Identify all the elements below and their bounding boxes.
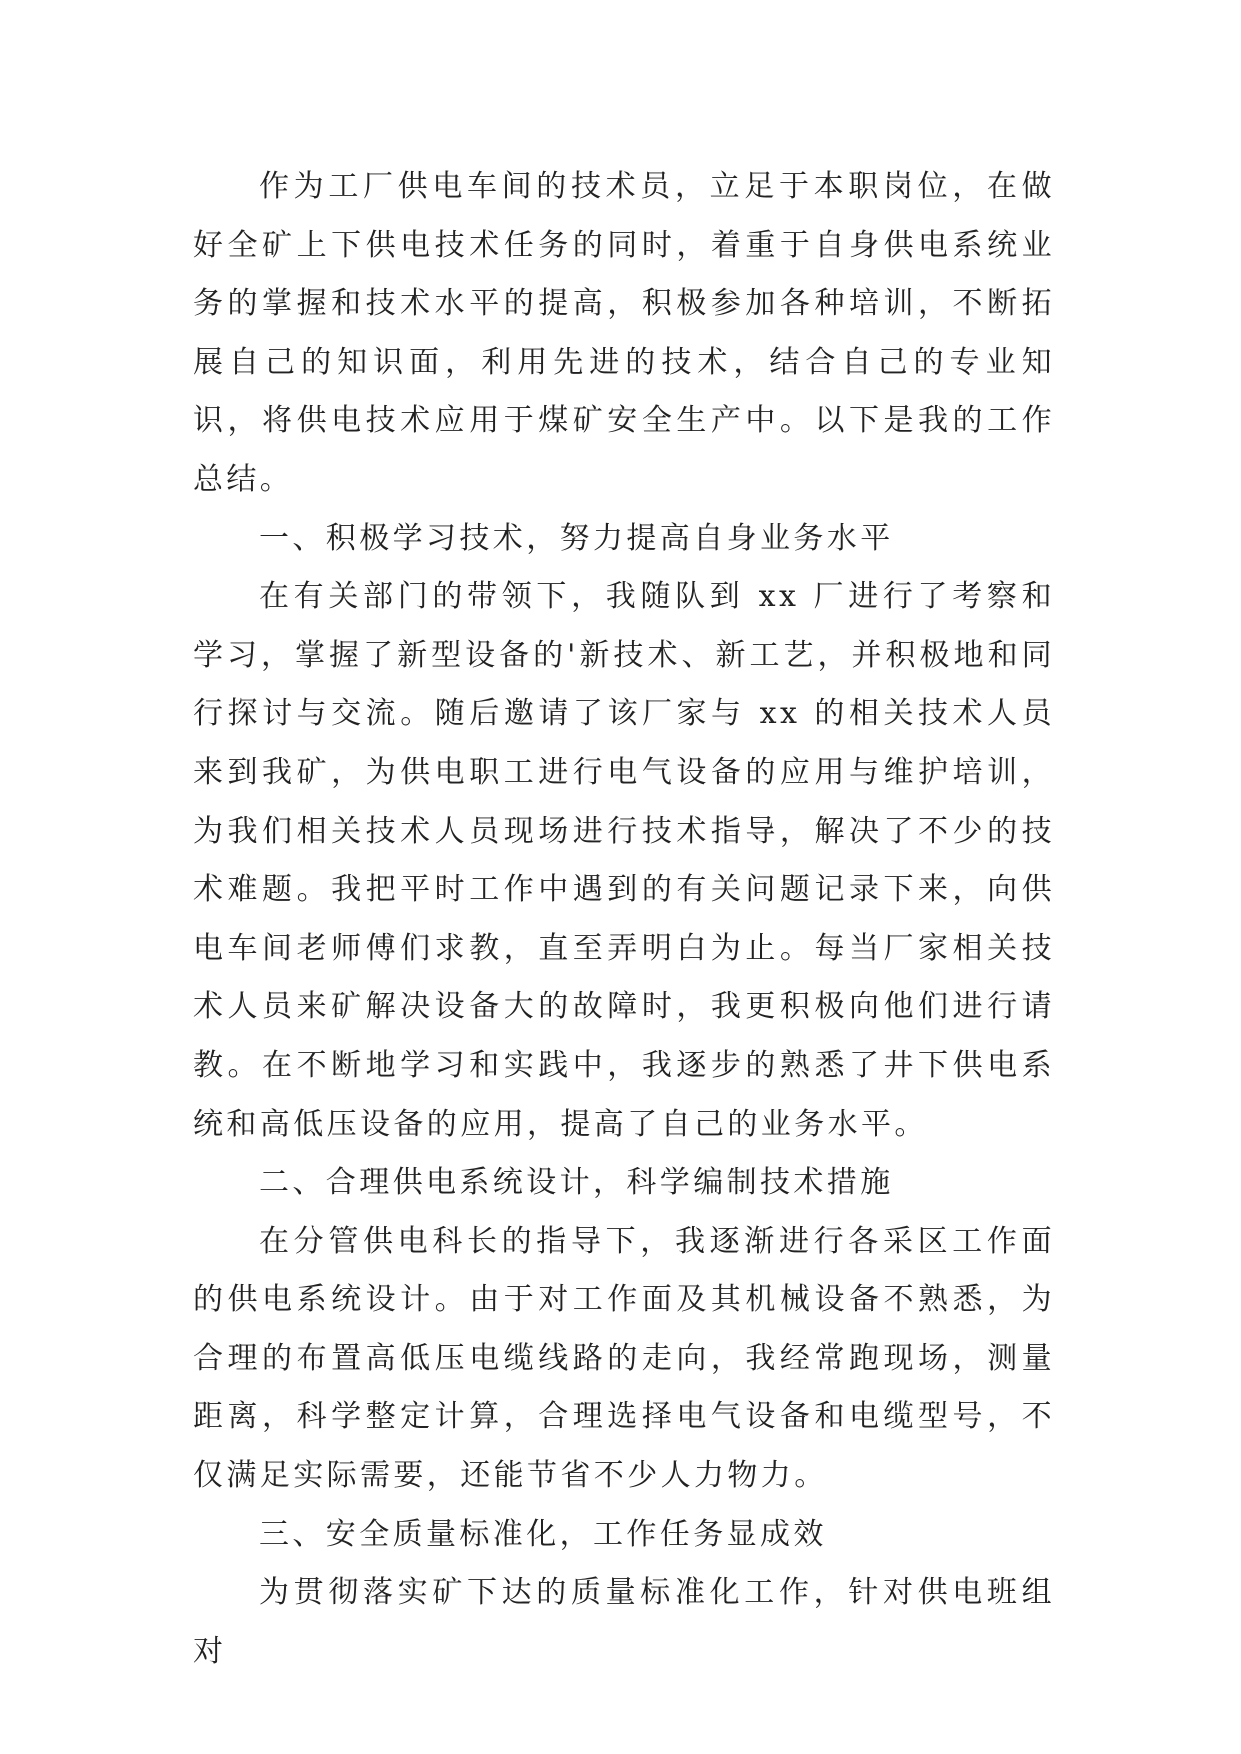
section-heading-3: 三、安全质量标准化，工作任务显成效 bbox=[259, 1516, 827, 1552]
intro-paragraph: 作为工厂供电车间的技术员，立足于本职岗位，在做好全矿上下供电技术任务的同时，着重于自身供电系统业务的掌握和技术水平的提高，积极参加各种培训，不断拓展自己的知识面，利用先进的技术，结合自己的专业知识，将供电技术应用于煤矿安全生产中。以下是我的工作总结。 bbox=[193, 169, 1055, 497]
section-2-paragraph: 在分管供电科长的指导下，我逐渐进行各采区工作面的供电系统设计。由于对工作面及其机械设备不熟悉，为合理的布置高低压电缆线路的走向，我经常跑现场，测量距离，科学整定计算，合理选择电气设备和电缆型号，不仅满足实际需要，还能节省不少人力物力。 bbox=[193, 1223, 1055, 1494]
document-body bbox=[193, 158, 1055, 1681]
section-1-paragraph: 在有关部门的带领下，我随队到 xx 厂进行了考察和学习，掌握了新型设备的'新技术、新工艺，并积极地和同行探讨与交流。随后邀请了该厂家与 xx 的相关技术人员来到我矿，为供电职工进行电气设备的应用与维护培训，为我们相关技术人员现场进行技术指导，解决了不少的技术难题。我把平时工作中遇到的有关问题记录下来，向供电车间老师傅们求教，直至弄明白为止。每当厂家相关技术人员来矿解决设备大的故障时，我更积极向他们进行请教。在不断地学习和实践中，我逐步的熟悉了井下供电系统和高低压设备的应用，提高了自己的业务水平。 bbox=[193, 579, 1055, 1142]
section-3-paragraph: 为贯彻落实矿下达的质量标准化工作，针对供电班组对 bbox=[193, 1575, 1055, 1669]
section-heading-1: 一、积极学习技术，努力提高自身业务水平 bbox=[259, 520, 894, 556]
section-heading-2: 二、合理供电系统设计，科学编制技术措施 bbox=[259, 1165, 894, 1201]
